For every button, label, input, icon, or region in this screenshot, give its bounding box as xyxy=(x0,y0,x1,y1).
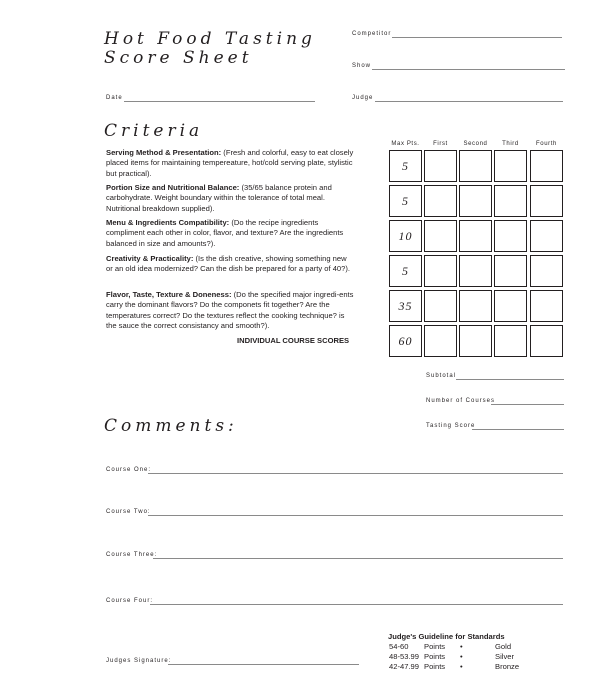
criterion-portion-size xyxy=(106,183,354,214)
course-score-cell[interactable] xyxy=(424,325,457,357)
date-label: Date xyxy=(106,95,123,101)
course-one-label: Course One: xyxy=(106,467,152,473)
max-pts-cell: 10 xyxy=(389,220,422,252)
score-cell[interactable] xyxy=(530,185,563,217)
max-pts-cell: 35 xyxy=(389,290,422,322)
criterion-description: (35/65 balance protein and carbohydrate. Weight boundary within the tolerance of total meal. Nutritional breakdown supplied). xyxy=(106,183,332,213)
criterion-creativity xyxy=(106,254,354,275)
score-cell[interactable] xyxy=(494,290,527,322)
guideline-title: Judge's Guideline for Standards xyxy=(388,632,505,641)
max-pts-cell: 5 xyxy=(389,185,422,217)
score-cell[interactable] xyxy=(424,255,457,287)
judges-signature-label: Judges Signature: xyxy=(106,658,172,664)
col-second: Second xyxy=(463,141,488,147)
criterion-name: Menu & Ingredients Compatibility: xyxy=(106,218,230,227)
score-cell[interactable] xyxy=(494,220,527,252)
guideline-unit: Points xyxy=(424,642,446,651)
course-one-comment-line[interactable] xyxy=(148,473,563,474)
score-cell[interactable] xyxy=(530,255,563,287)
score-cell[interactable] xyxy=(424,290,457,322)
score-cell[interactable] xyxy=(494,185,527,217)
bullet-icon: • xyxy=(460,652,463,661)
criterion-serving-method xyxy=(106,148,354,179)
guideline-range: 42-47.99 xyxy=(389,662,419,671)
col-first: First xyxy=(433,141,448,147)
course-score-cell[interactable] xyxy=(459,325,492,357)
col-fourth: Fourth xyxy=(536,141,557,147)
score-cell[interactable] xyxy=(459,185,492,217)
course-two-comment-line[interactable] xyxy=(148,515,563,516)
criterion-name: Portion Size and Nutritional Balance: xyxy=(106,183,240,192)
score-cell[interactable] xyxy=(494,255,527,287)
number-of-courses-field[interactable] xyxy=(491,404,564,405)
individual-course-scores-label: INDIVIDUAL COURSE SCORES xyxy=(237,336,350,345)
course-score-cell[interactable] xyxy=(530,325,563,357)
col-max-pts: Max Pts. xyxy=(391,141,420,147)
score-cell[interactable] xyxy=(494,150,527,182)
show-field[interactable] xyxy=(372,69,565,70)
comments-heading: Comments: xyxy=(104,416,238,436)
max-pts-cell: 60 xyxy=(389,325,422,357)
subtotal-label: Subtotal xyxy=(426,373,457,379)
criterion-description: (Do the recipe ingredients compliment each other in color, flavor, and texture? Are the ingredients balanced in size and amounts?). xyxy=(106,218,344,248)
criterion-menu-compatibility xyxy=(106,218,354,249)
score-cell[interactable] xyxy=(459,220,492,252)
judge-label: Judge xyxy=(352,95,374,101)
score-cell[interactable] xyxy=(459,290,492,322)
criterion-name: Creativity & Practicality: xyxy=(106,254,194,263)
title-line-2: Score Sheet xyxy=(104,48,253,68)
score-cell[interactable] xyxy=(424,185,457,217)
date-field[interactable] xyxy=(124,101,315,102)
score-cell[interactable] xyxy=(530,290,563,322)
competitor-label: Competitor xyxy=(352,31,392,37)
criterion-description: (Fresh and colorful, easy to eat closely placed items for maintaining tempereature, hot/cold serving plate, stylistic but practical). xyxy=(106,148,354,178)
criterion-description: (Is the dish creative, showing something new or an old idea modernized? Can the dish be prepared for a party of 40?). xyxy=(106,254,350,274)
title-line-1: Hot Food Tasting xyxy=(104,29,316,49)
number-of-courses-label: Number of Courses xyxy=(426,398,496,404)
score-cell[interactable] xyxy=(424,150,457,182)
guideline-range: 54-60 xyxy=(389,642,409,651)
max-pts-cell: 5 xyxy=(389,150,422,182)
guideline-unit: Points xyxy=(424,662,446,671)
criterion-name: Serving Method & Presentation: xyxy=(106,148,222,157)
col-third: Third xyxy=(502,141,519,147)
bullet-icon: • xyxy=(460,642,463,651)
score-cell[interactable] xyxy=(530,220,563,252)
course-four-label: Course Four: xyxy=(106,598,154,604)
judges-signature-field[interactable] xyxy=(168,664,359,665)
guideline-medal: Silver xyxy=(495,652,514,661)
course-four-comment-line[interactable] xyxy=(150,604,563,605)
criterion-description: (Do the specified major ingredi-ents carry the dominant flavors? Do the componets fit together? Are the temperatures correct? Do the textures reflect the cooking technique? is the sauce the correct consistancy and smooth?). xyxy=(106,290,354,331)
bullet-icon: • xyxy=(460,662,463,671)
criterion-flavor xyxy=(106,290,354,332)
show-label: Show xyxy=(352,63,372,69)
guideline-medal: Gold xyxy=(495,642,512,651)
course-score-cell[interactable] xyxy=(494,325,527,357)
competitor-field[interactable] xyxy=(392,37,562,38)
guideline-range: 48-53.99 xyxy=(389,652,419,661)
score-cell[interactable] xyxy=(459,150,492,182)
score-cell[interactable] xyxy=(424,220,457,252)
criteria-heading: Criteria xyxy=(104,121,204,141)
tasting-score-label: Tasting Score xyxy=(426,423,476,429)
tasting-score-field[interactable] xyxy=(472,429,564,430)
guideline-unit: Points xyxy=(424,652,446,661)
subtotal-field[interactable] xyxy=(456,379,564,380)
criterion-name: Flavor, Taste, Texture & Doneness: xyxy=(106,290,232,299)
course-two-label: Course Two: xyxy=(106,509,151,515)
score-cell[interactable] xyxy=(530,150,563,182)
max-pts-cell: 5 xyxy=(389,255,422,287)
guideline-medal: Bronze xyxy=(495,662,520,671)
score-cell[interactable] xyxy=(459,255,492,287)
judge-field[interactable] xyxy=(375,101,563,102)
course-three-label: Course Three: xyxy=(106,552,158,558)
course-three-comment-line[interactable] xyxy=(153,558,563,559)
